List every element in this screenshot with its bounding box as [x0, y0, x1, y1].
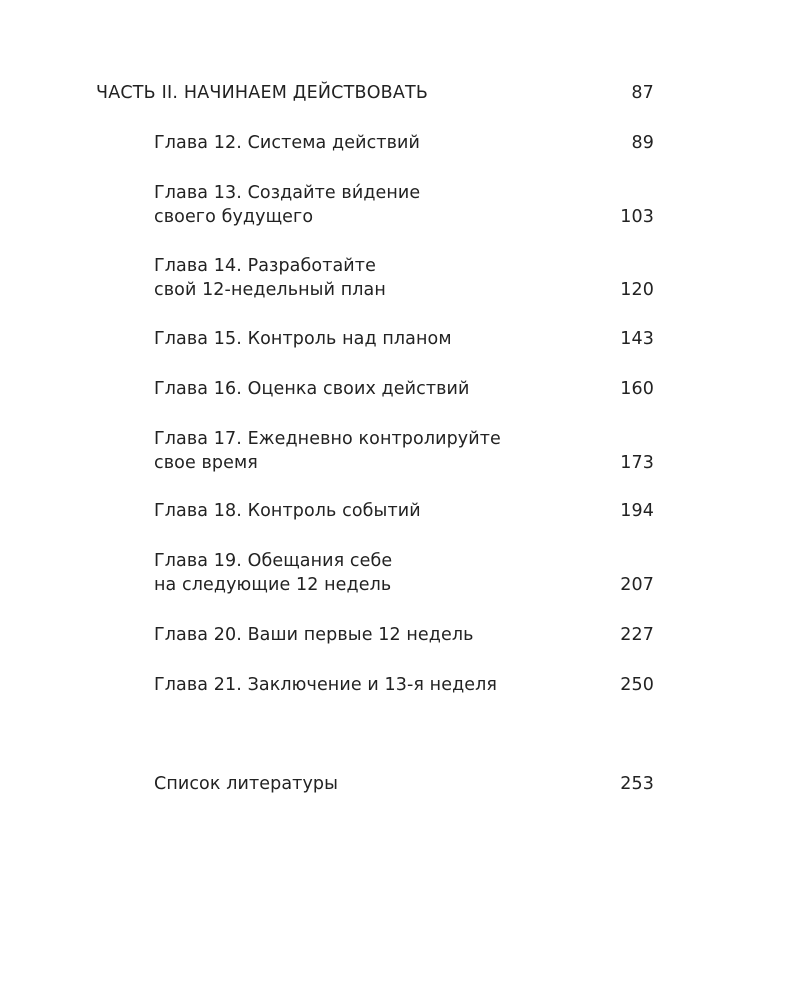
chapter-title-line: Глава 13. Создайте ви́дение — [154, 183, 421, 203]
bibliography-title: Список литературы — [154, 774, 339, 794]
chapter-page-number: 89 — [631, 133, 654, 153]
chapter-title-line: свое время — [154, 453, 258, 473]
chapter-title-line: Глава 14. Разработайте — [154, 256, 376, 276]
chapter-title-line: своего будущего — [154, 207, 314, 227]
chapter-page-number: 143 — [620, 329, 654, 349]
chapter-title-line: Глава 15. Контроль над планом — [154, 329, 452, 349]
part-page-number: 87 — [631, 83, 654, 103]
chapter-page-number: 160 — [620, 379, 654, 399]
chapter-title-line: на следующие 12 недель — [154, 575, 392, 595]
chapter-title-line: Глава 20. Ваши первые 12 недель — [154, 625, 474, 645]
chapter-title-line: Глава 21. Заключение и 13-я неделя — [154, 675, 498, 695]
bibliography-page-number: 253 — [620, 774, 654, 794]
part-title: ЧАСТЬ II. НАЧИНАЕМ ДЕЙСТВОВАТЬ — [96, 83, 429, 103]
chapter-title-line: Глава 16. Оценка своих действий — [154, 379, 470, 399]
chapter-page-number: 194 — [620, 501, 654, 521]
chapter-title-line: Глава 19. Обещания себе — [154, 551, 393, 571]
chapter-title-line: свой 12-недельный план — [154, 280, 386, 300]
chapter-page-number: 250 — [620, 675, 654, 695]
chapter-page-number: 173 — [620, 453, 654, 473]
chapter-page-number: 227 — [620, 625, 654, 645]
chapter-title-line: Глава 12. Система действий — [154, 133, 420, 153]
chapter-title-line: Глава 17. Ежедневно контролируйте — [154, 429, 501, 449]
chapter-page-number: 120 — [620, 280, 654, 300]
chapter-title-line: Глава 18. Контроль событий — [154, 501, 421, 521]
chapter-page-number: 103 — [620, 207, 654, 227]
chapter-page-number: 207 — [620, 575, 654, 595]
